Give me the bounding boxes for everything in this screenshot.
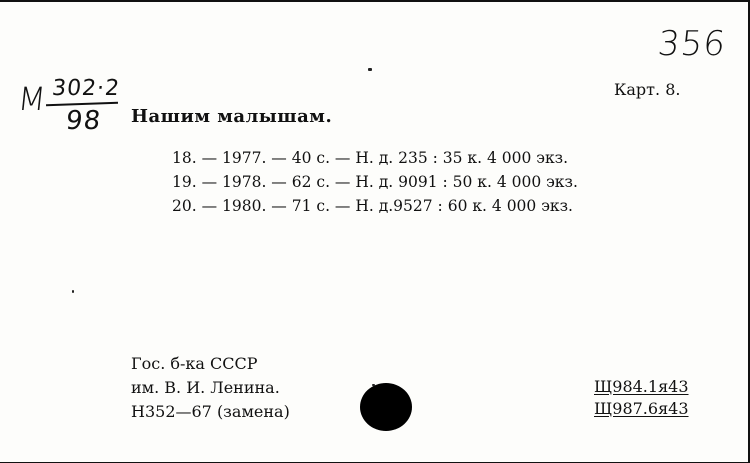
ink-speck (368, 68, 372, 71)
classification-codes (594, 376, 689, 420)
library-imprint (131, 352, 290, 424)
card-title: Нашим малышам. (131, 106, 333, 127)
shelf-mark-prefix: М (16, 80, 49, 118)
classification-code: Щ984.1я43 (594, 377, 689, 396)
shelf-mark-denominator: 98 (64, 106, 103, 136)
shelf-mark-numerator: 302·2 (50, 76, 122, 101)
ink-speck (372, 384, 375, 386)
card-label: Карт. 8. (614, 80, 681, 99)
edition-entry: 19. — 1978. — 62 с. — Н. д. 9091 : 50 к. 4 000 экз. (172, 173, 578, 191)
imprint-line: Гос. б-ка СССР (131, 354, 258, 373)
handwritten-card-number: 356 (655, 24, 729, 64)
classification-code: Щ987.6я43 (594, 399, 689, 418)
ink-speck (72, 290, 74, 293)
imprint-line: Н352—67 (замена) (131, 402, 290, 421)
edition-entry: 18. — 1977. — 40 с. — Н. д. 235 : 35 к. 4 000 экз. (172, 149, 569, 167)
punch-hole (360, 383, 412, 431)
edition-entry: 20. — 1980. — 71 с. — Н. д.9527 : 60 к. 4 000 экз. (172, 197, 573, 215)
imprint-line: им. В. И. Ленина. (131, 378, 280, 397)
edition-list (172, 146, 578, 218)
